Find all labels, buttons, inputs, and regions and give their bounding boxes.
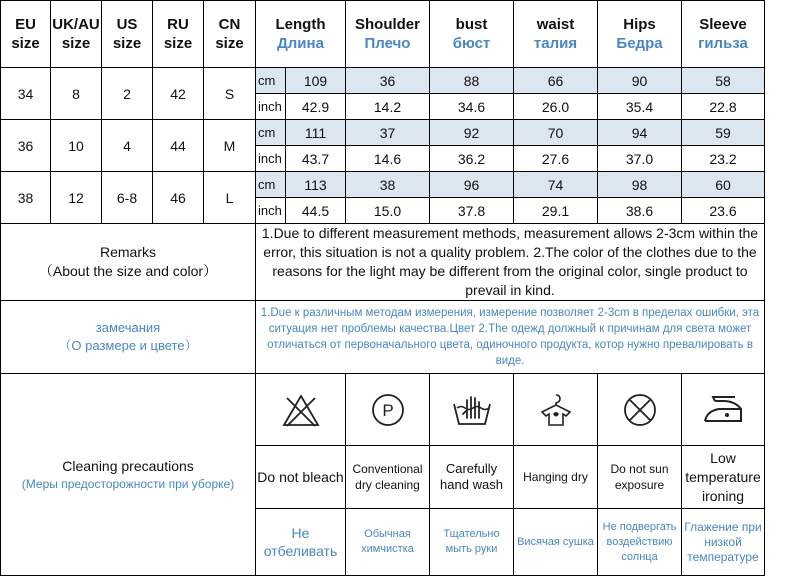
svg-text:P: P <box>381 400 394 420</box>
cn-size-cell: M <box>204 120 256 172</box>
us-size-cell: 4 <box>102 120 153 172</box>
hips-cm-cell: 98 <box>598 172 682 198</box>
eu-size-header: EU size <box>1 1 51 68</box>
shoulder-cm-cell: 36 <box>346 68 430 94</box>
hand-wash-label-ru: Тщательно мыть руки <box>430 509 514 576</box>
waist-header <box>514 1 598 68</box>
hand-wash-icon-cell <box>430 374 514 446</box>
unit-cm-label: cm <box>256 68 286 94</box>
no-bleach-icon-cell <box>256 374 346 446</box>
waist-header-en: waist <box>536 16 575 33</box>
waist-inch-cell: 27.6 <box>514 146 598 172</box>
unit-inch-label: inch <box>256 146 286 172</box>
unit-cm-label: cm <box>256 172 286 198</box>
ru-size-cell: 46 <box>153 172 204 224</box>
dry-clean-label-ru: Обычная химчистка <box>346 509 430 576</box>
us-size-cell: 6-8 <box>102 172 153 224</box>
remarks-ru-label-cell <box>1 301 256 374</box>
unit-inch-label: inch <box>256 94 286 120</box>
remarks-row <box>1 224 765 301</box>
eu-size-cell: 38 <box>1 172 51 224</box>
waist-cm-cell: 70 <box>514 120 598 146</box>
cn-size-header: CN size <box>204 1 256 68</box>
unit-cm-label: cm <box>256 120 286 146</box>
cleaning-label: Cleaning precautions <box>62 457 194 474</box>
no-sun-icon-cell <box>598 374 682 446</box>
no-bleach-label: Do not bleach <box>256 446 346 509</box>
hips-header <box>598 1 682 68</box>
remarks-text: 1.Due to different measurement methods, measurement allows 2-3cm within the error, this situation is not a quality problem. 2.The color of the clothes due to the reasons for the light may be different from the original color, single product to prevail in kind. <box>256 224 765 301</box>
no-sun-exposure-icon <box>598 392 681 428</box>
shoulder-cm-cell: 38 <box>346 172 430 198</box>
remarks-ru-text: 1.Due к различным методам измерения, измерение позволяет 2-3cm в пределах ошибки, эта ситуация нет проблемы качества.Цвет 2.The одежд должный к причинам для света может отличаться от первоначального цвета, одиночного продукта, котор нужно превалировать в виде. <box>256 301 765 374</box>
us-size-header: US size <box>102 1 153 68</box>
low-iron-label-ru: Глажение при низкой температуре <box>682 509 765 576</box>
hand-wash-label: Carefully hand wash <box>430 446 514 509</box>
length-cm-cell: 109 <box>286 68 346 94</box>
cleaning-label-cell <box>1 374 256 576</box>
table-row <box>1 120 765 146</box>
table-row <box>1 172 765 198</box>
table-row <box>1 68 765 94</box>
bust-header-en: bust <box>455 16 488 33</box>
length-cm-cell: 113 <box>286 172 346 198</box>
low-iron-label: Low temperature ironing <box>682 446 765 509</box>
header-row <box>1 1 765 68</box>
low-iron-icon-cell <box>682 374 765 446</box>
bust-inch-cell: 37.8 <box>430 198 514 224</box>
bust-inch-cell: 34.6 <box>430 94 514 120</box>
uk-au-size-cell: 12 <box>51 172 102 224</box>
no-sun-label-ru: Не подвергать воздействию солнца <box>598 509 682 576</box>
hips-cm-cell: 94 <box>598 120 682 146</box>
unit-inch-label: inch <box>256 198 286 224</box>
sleeve-inch-cell: 23.2 <box>682 146 765 172</box>
remarks-ru-sublabel: （О размере и цвете） <box>58 338 198 353</box>
waist-header-ru: талия <box>533 35 578 52</box>
shoulder-cm-cell: 37 <box>346 120 430 146</box>
shoulder-inch-cell: 14.2 <box>346 94 430 120</box>
hips-inch-cell: 38.6 <box>598 198 682 224</box>
shoulder-header-en: Shoulder <box>354 16 420 33</box>
uk-au-size-cell: 8 <box>51 68 102 120</box>
sleeve-header-ru: гильза <box>698 35 748 52</box>
cn-size-cell: S <box>204 68 256 120</box>
sleeve-cm-cell: 59 <box>682 120 765 146</box>
remarks-label-cell <box>1 224 256 301</box>
no-sun-label: Do not sun exposure <box>598 446 682 509</box>
sleeve-header-en: Sleeve <box>699 16 747 33</box>
hanging-dry-icon-cell <box>514 374 598 446</box>
ru-size-cell: 42 <box>153 68 204 120</box>
remarks-label: Remarks <box>99 244 156 260</box>
eu-size-cell: 36 <box>1 120 51 172</box>
length-inch-cell: 42.9 <box>286 94 346 120</box>
bust-header <box>430 1 514 68</box>
length-header-ru: Длина <box>277 35 324 52</box>
hips-cm-cell: 90 <box>598 68 682 94</box>
sleeve-cm-cell: 58 <box>682 68 765 94</box>
bust-cm-cell: 88 <box>430 68 514 94</box>
remarks-ru-row <box>1 301 765 374</box>
hips-inch-cell: 35.4 <box>598 94 682 120</box>
length-cm-cell: 111 <box>286 120 346 146</box>
no-bleach-icon <box>256 392 345 428</box>
hand-wash-icon <box>430 392 513 428</box>
length-inch-cell: 43.7 <box>286 146 346 172</box>
low-temp-iron-icon <box>682 393 764 427</box>
length-header <box>256 1 346 68</box>
hips-header-ru: Бедра <box>616 35 663 52</box>
waist-inch-cell: 29.1 <box>514 198 598 224</box>
bust-inch-cell: 36.2 <box>430 146 514 172</box>
us-size-cell: 2 <box>102 68 153 120</box>
sleeve-cm-cell: 60 <box>682 172 765 198</box>
waist-inch-cell: 26.0 <box>514 94 598 120</box>
eu-size-cell: 34 <box>1 68 51 120</box>
bust-header-ru: бюст <box>452 35 491 52</box>
hips-inch-cell: 37.0 <box>598 146 682 172</box>
waist-cm-cell: 66 <box>514 68 598 94</box>
remarks-sublabel: （About the size and color） <box>38 263 218 279</box>
hanging-dry-icon <box>514 392 597 428</box>
cn-size-cell: L <box>204 172 256 224</box>
cleaning-icons-row <box>1 374 765 446</box>
shoulder-header <box>346 1 430 68</box>
sleeve-header <box>682 1 765 68</box>
dry-clean-p-icon <box>346 392 429 428</box>
sleeve-inch-cell: 23.6 <box>682 198 765 224</box>
shoulder-header-ru: Плечо <box>364 35 411 52</box>
bust-cm-cell: 92 <box>430 120 514 146</box>
ru-size-header: RU size <box>153 1 204 68</box>
length-header-en: Length <box>275 16 326 33</box>
shoulder-inch-cell: 14.6 <box>346 146 430 172</box>
cleaning-label-ru: (Меры предосторожности при уборке) <box>21 476 235 491</box>
waist-cm-cell: 74 <box>514 172 598 198</box>
dry-clean-icon-cell <box>346 374 430 446</box>
uk-au-size-header: UK/AU size <box>51 1 102 68</box>
hanging-dry-label: Hanging dry <box>514 446 598 509</box>
no-bleach-label-ru: Не отбеливать <box>256 509 346 576</box>
ru-size-cell: 44 <box>153 120 204 172</box>
sleeve-inch-cell: 22.8 <box>682 94 765 120</box>
shoulder-inch-cell: 15.0 <box>346 198 430 224</box>
hanging-dry-label-ru: Висячая сушка <box>514 509 598 576</box>
dry-clean-label: Conventional dry cleaning <box>346 446 430 509</box>
hips-header-en: Hips <box>623 16 656 33</box>
length-inch-cell: 44.5 <box>286 198 346 224</box>
remarks-ru-label: замечания <box>95 320 161 335</box>
bust-cm-cell: 96 <box>430 172 514 198</box>
uk-au-size-cell: 10 <box>51 120 102 172</box>
